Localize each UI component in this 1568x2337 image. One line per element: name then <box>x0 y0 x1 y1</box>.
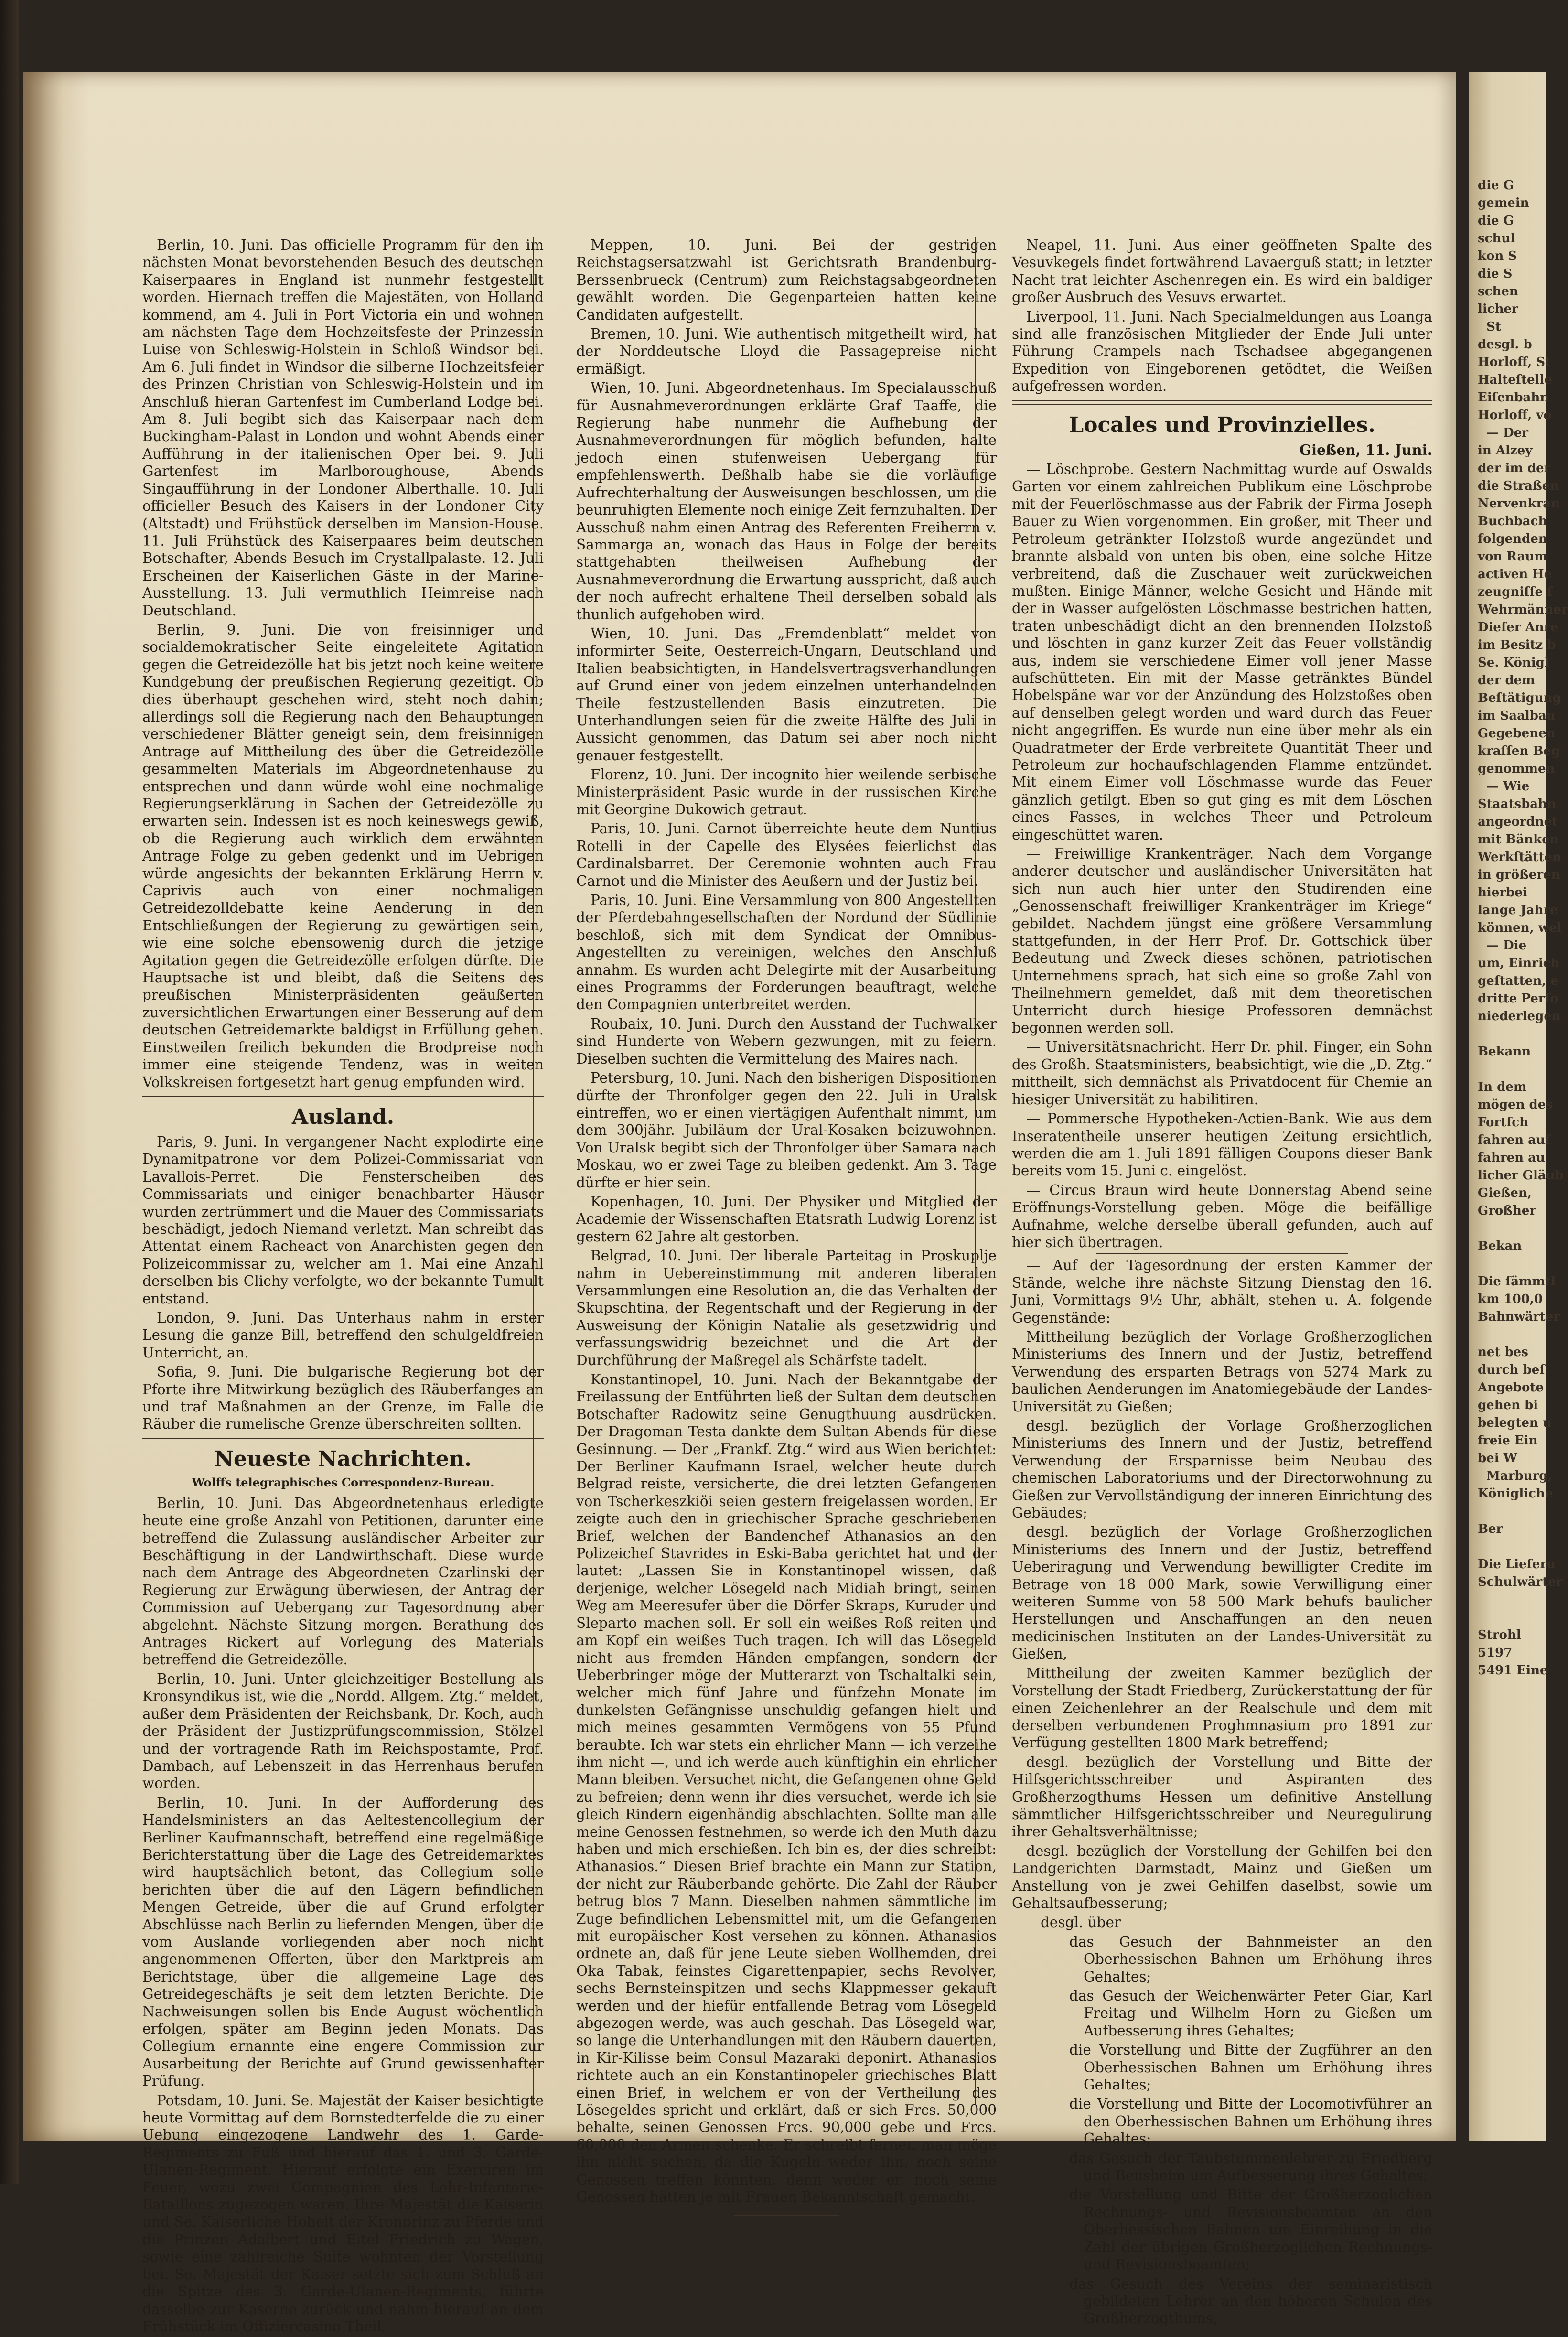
article: Belgrad, 10. Juni. Der liberale Parteitag in Proskuplje nahm in Uebereinstimmung mit anderen liberalen Versammlungen eine Resolution an, die das Verhalten der Skupschtina, der Regentschaft und der Regierung in der Ausweisung der Königin Natalie als gesetzwidrig und verfassungswidrig bezeichnet und die Art der Durchführung der Maßregel als Schärfste tadelt. <box>576 1248 997 1368</box>
agenda-subitem: das Gesuch der Bahnmeister an den Oberhessischen Bahnen um Erhöhung ihres Gehaltes; <box>1069 1933 1432 1985</box>
article: Kopenhagen, 10. Juni. Der Physiker und Mitglied der Academie der Wissenschaften Etatsrath Ludwig Lorenz ist gestern 62 Jahre alt gestorben. <box>576 1193 997 1245</box>
article: Roubaix, 10. Juni. Durch den Ausstand der Tuchwalker sind Hunderte von Webern gezwungen, mit zu feiern. Dieselben suchten die Vermittelung des Maires nach. <box>576 1015 997 1067</box>
article: Petersburg, 10. Juni. Nach den bisherigen Dispositionen dürfte der Thronfolger gegen den 22. Juli in Uralsk eintreffen, wo er einen viertägigen Aufenthalt nimmt, um dem 300jähr. Jubiläum der Ural-Kosaken beizuwohnen. Von Uralsk begibt sich der Thronfolger über Samara nach Moskau, wo er zwei Tage zu bleiben gedenkt. Am 3. Tage dürfte er hier sein. <box>576 1070 997 1191</box>
agenda-item: desgl. bezüglich der Vorstellung der Gehilfen bei den Landgerichten Darmstadt, Mainz und Gießen um Anstellung von je zwei Gehilfen daselbst, sowie um Gehaltsaufbesserung; <box>1012 1842 1432 1911</box>
article: Wien, 10. Juni. Das „Fremdenblatt“ meldet von informirter Seite, Oesterreich-Ungarn, Deutschland und Italien beabsichtigten, in Handelsvertragsverhandlungen auf Grund einer von jedem einzelnen unterhandelnden Theile festzustellenden Basis einzutreten. Die Unterhandlungen seien für die zweite Hälfte des Juli in Aussicht genommen, das Datum sei aber noch nicht genauer festgestellt. <box>576 625 997 764</box>
article: — Universitätsnachricht. Herr Dr. phil. Finger, ein Sohn des Großh. Staatsministers, beabsichtigt, wie die „D. Ztg.“ mittheilt, sich demnächst als Privatdocent für Chemie an hiesiger Universität zu habilitiren. <box>1012 1039 1432 1108</box>
section-rule <box>142 1096 544 1097</box>
article: Florenz, 10. Juni. Der incognito hier weilende serbische Ministerpräsident Pasic wurde in der russischen Kirche mit Georgine Dukowich getraut. <box>576 766 997 818</box>
section-rule <box>1012 400 1432 401</box>
section-heading: Neueste Nachrichten. <box>214 1446 472 1471</box>
section-rule <box>1096 1253 1348 1254</box>
agenda-item: Mittheilung der zweiten Kammer bezüglich der Vorstellung der Stadt Friedberg, Zurückerstattung der für einen Zeichenlehrer an der Realschule und dem mit derselben verbundenen Proghmnasium pro 1891 zur Verfügung gestellten 1800 Mark betreffend; <box>1012 1665 1432 1751</box>
agenda-subitem: die Vorstellung und Bitte der Großherzoglichen Rechnungs- und Revisionsbeamten an den Oberhessischen Bahnen um Einreihung in die Zahl der übrigen Großherzoglichen Rechnungs- und Revisionsbeamten; <box>1069 2186 1432 2273</box>
article: Potsdam, 10. Juni. Se. Majestät der Kaiser besichtigte heute Vormittag auf dem Bornstedterfelde die zu einer Uebung eingezogene Landwehr des 1. Garde-Regiments zu Fuß und hierauf das 1. und 3. Garde-Ulanen-Regiment. Hierauf erfolgte ein Exerciren im Feuer, wozu zwei Compagnien des Lehr-Infanterie-Bataillons zugezogen waren. Ihre Majestät die Kaiserin und Se. Kaiserliche Hoheit der Kronprinz zu Pferde und die Prinzen Adalbert und Eitel Friedrich zu Wagen, sowie eine zahlreiche Suite wohnten der Vorstellung bei. Se. Majestät der Kaiser setzte sich zum Schluß an die Spitze des 3. Garde-Ulanen-Regiments, führte dasselbe zur Kaserne zurück und nahm hierauf an dem Frühstück im Offiziercasino Theil. <box>142 2092 544 2335</box>
agenda-subitem: die Vorstellung und Bitte der Zugführer an den Oberhessischen Bahnen um Erhöhung ihres Gehaltes; <box>1069 2042 1432 2093</box>
book-spine <box>0 0 19 2184</box>
article: — Löschprobe. Gestern Nachmittag wurde auf Oswalds Garten vor einem zahlreichen Publikum eine Löschprobe mit der Feuerlöschmasse aus der Fabrik der Firma Joseph Bauer zu Wien vorgenommen. Ein großer, mit Theer und Petroleum getränkter Holzstoß wurde angezündet und brannte alsbald von unten bis oben, eine solche Hitze verbreitend, daß die Zuschauer weit zurückweichen mußten. Einige Männer, welche Gesicht und Hände mit der in Wasser aufgelösten Löschmasse bestrichen hatten, traten unbeschädigt dicht an den brennenden Holzstoß und löschten in ganz kurzer Zeit das Feuer vollständig aus, indem sie verschiedene Eimer voll jener Masse aufschütteten. Ein mit der Masse getränktes Bündel Hobelspäne war vor der Anzündung des Holzstoßes oben auf denselben gelegt worden und ward durch das Feuer nicht angegriffen. Es wurde nun eine über mehr als ein Quadratmeter der Erde verbreitete Quantität Theer und Petroleum zur hochaufschlagenden Flamme entzündet. Mit einem Eimer voll Löschmasse wurde das Feuer gänzlich getilgt. Eben so gut ging es mit dem Löschen eines Fasses, in welches Theer und Petroleum eingeschüttet waren. <box>1012 461 1432 843</box>
article: Meppen, 10. Juni. Bei der gestrigen Reichstagsersatzwahl ist Gerichtsrath Brandenburg-Berssenbrueck (Centrum) zum Reichstagsabgeordneten gewählt worden. Die Gegenparteien hatten keine Candidaten aufgestellt. <box>576 237 997 323</box>
article: London, 9. Juni. Das Unterhaus nahm in erster Lesung die ganze Bill, betreffend den schulgeldfreien Unterricht, an. <box>142 1309 544 1361</box>
article: Wien, 10. Juni. Abgeordnetenhaus. Im Specialausschuß für Ausnahmeverordnungen erklärte Graf Taaffe, die Regierung habe nunmehr die Aufhebung der Ausnahmeverordnungen für möglich befunden, halte jedoch einen stufenweisen Uebergang für empfehlenswerth. Deßhalb habe sie die vorläufige Aufrechterhaltung der Ausweisungen beschlossen, um die beunruhigten Elemente noch einige Zeit fernzuhalten. Der Ausschuß nahm einen Antrag des Referenten Freiherrn v. Sammarga an, wonach das Haus in Folge der bereits stattgehabten theilweisen Aufhebung der Ausnahmeverordnung die Erwartung ausspricht, daß auch der noch aufrecht erhaltene Theil derselben sobald als thunlich aufgehoben wird. <box>576 380 997 623</box>
section-heading: Ausland. <box>291 1104 395 1129</box>
agenda-item: desgl. bezüglich der Vorstellung und Bitte der Hilfsgerichtsschreiber und Aspiranten des Großherzogthums Hessen um definitive Anstellung sämmtlicher Hilfsgerichtsschreiber und Neuregulirung ihrer Gehaltsverhältnisse; <box>1012 1754 1432 1840</box>
article: Berlin, 9. Juni. Die von freisinniger und socialdemokratischer Seite eingeleitete Agitation gegen die Getreidezölle hat bis jetzt noch keine weitere Kundgebung der preußischen Regierung gezeitigt. Ob dies überhaupt geschehen wird, steht noch dahin; allerdings soll die Regierung nach den Behauptungen verschiedener Blätter geneigt sein, dem freisinnigen Antrage auf Mittheilung des über die Getreidezölle gesammelten Materials im Abgeordnetenhause zu entsprechen und dann würde wohl eine nochmalige Regierungserklärung in Sachen der Getreidezölle zu erwarten sein. Indessen ist es noch keineswegs gewiß, ob die Regierung auch wirklich dem erwähnten Antrage Folge zu geben gedenkt und im Uebrigen würde angesichts der bekannten Erklärung Herrn v. Caprivis auch von einer nochmaligen Getreidezolldebatte keine Aenderung in den Entschließungen der Regierung zu gewärtigen sein, wie eine solche ebensowenig durch die jetzige Agitation gegen die Getreidezölle erfolgen dürfte. Die Hauptsache ist und bleibt, daß die Seitens des preußischen Ministerpräsidenten geäußerten zuversichtlichen Erwartungen einer Besserung auf dem deutschen Getreidemarkte baldigst in Erfüllung gehen. Einstweilen freilich bekunden die Brodpreise noch immer eine steigende Tendenz, was in weiten Volkskreisen fortgesetzt hart genug empfunden wird. <box>142 621 544 1090</box>
article: Berlin, 10. Juni. Unter gleichzeitiger Bestellung als Kronsyndikus ist, wie die „Nordd. Allgem. Ztg.“ meldet, außer dem Präsidenten der Reichsbank, Dr. Koch, auch der Präsident der Justizprüfungscommission, Stölzel und der vortragende Rath im Reichspostamte, Prof. Dambach, auf Lebenszeit in das Herrenhaus berufen worden. <box>142 1670 544 1792</box>
dateline: Gießen, 11. Juni. <box>1299 441 1432 458</box>
column-1 <box>142 237 544 2337</box>
article: Paris, 9. Juni. In vergangener Nacht explodirte eine Dynamitpatrone vor dem Polizei-Commissariat von Lavallois-Perret. Die Fensterscheiben des Commissariats und einiger benachbarter Häuser wurden zertrümmert und die Mauer des Commissariats beschädigt, jedoch Niemand verletzt. Man schreibt das Attentat einem Racheact von Anarchisten gegen den Polizeicommissar zu, welcher am 1. Mai eine Anzahl derselben bis Clichy verfolgte, wo der bekannte Tumult entstand. <box>142 1133 544 1307</box>
article: Sofia, 9. Juni. Die bulgarische Regierung bot der Pforte ihre Mitwirkung bezüglich des Räuberfanges an und traf Maßnahmen an der Grenze, im Falle die Räuber die rumelische Grenze überschreiten sollten. <box>142 1364 544 1432</box>
agenda-subitem: die Vorstellung und Bitte der Locomotivführer an den Oberhessischen Bahnen um Erhöhung ihres Gehaltes; <box>1069 2096 1432 2147</box>
article: Neapel, 11. Juni. Aus einer geöffneten Spalte des Vesuvkegels findet fortwährend Lavaerguß statt; in letzter Nacht trat leichter Aschenregen ein. Es wird ein baldiger großer Ausbruch des Vesuvs erwartet. <box>1012 237 1432 306</box>
article: Konstantinopel, 10. Juni. Nach der Bekanntgabe der Freilassung der Entführten ließ der Sultan dem deutschen Botschafter Radowitz seine Genugthuung ausdrücken. Der Dragoman Testa dankte dem Sultan Abends für diese Gesinnung. — Der „Frankf. Ztg.“ wird aus Wien berichtet: Der Berliner Kaufmann Israel, welcher heute durch Belgrad reiste, versicherte, die drei letzten Gefangenen von Tscherkeszkiöi seien gestern freigelassen worden. Er zeigte auch den in griechischer Sprache geschriebenen Brief, welchen der Bandenchef Athanasios an den Polizeichef Stavrides in Eski-Baba gerichtet hat und der lautet: „Lassen Sie in Konstantinopel wissen, daß derjenige, welcher Lösegeld nach Midiah bringt, seinen Weg am Meeresufer über die Dörfer Skraps, Kuruder und Sleparto machen soll. Er soll ein weißes Roß reiten und am Kopf ein weißes Tuch tragen. Ich will das Lösegeld nicht aus fremden Händen empfangen, sondern der Ueberbringer möge der Mutterarzt von Tschaltalki sein, welcher mich fünf Jahre und fünfzehn Monate im dunkelsten Gefängnisse unschuldig gefangen hielt und mich meines gesammten Vermögens von 55 Pfund beraubte. Ich war stets ein ehrlicher Mann — ich verzeihe ihm nicht —, und ich werde auch künftighin ein ehrlicher Mann bleiben. Versuchet nicht, die Gefangenen ohne Geld zu befreien; denn wenn ihr dies versuchet, werde ich sie gleich Rindern eigenhändig abschlachten. Sollte man alle meine Genossen festnehmen, so werde ich den Muth dazu haben und mich erschießen. Ich bin es, der dies schreibt: Athanasios.“ Diesen Brief brachte ein Mann zur Station, der nicht zur Räuberbande gehörte. Die Zahl der Räuber betrug blos 7 Mann. Dieselben nahmen sämmtliche im Zuge befindlichen Lebensmittel mit, um die Gefangenen mit europäischer Kost versehen zu können. Athanasios ordnete an, daß für jene Leute sieben Wollhemden, drei Oka Tabak, feinstes Cigarettenpapier, sechs Revolver, sechs Bernsteinspitzen und sechs Klappmesser gekauft werden und der hiefür entfallende Betrag vom Lösegeld abgezogen werde, was auch geschah. Das Lösegeld war, so lange die Unterhandlungen mit den Räubern dauerten, in Kir-Kilisse beim Consul Mazaraki deponirt. Athanasios richtete auch an ein Konstantinopeler griechisches Blatt einen Brief, in welchem er von der Vertheilung des Lösegeldes spricht und erklärt, daß er sich Frcs. 50,000 behalte, seinen Genossen Frcs. 90,000 gebe und Frcs. 60,000 den Armen schenke. Er schreibt ferner, man möge ihn nicht suchen, da die Kugeln weder ihn, noch seine Genossen treffen könnten, denn weder er, noch seine Genossen hätten je mit Frauen Bekanntschaft gemacht. <box>576 1371 997 2206</box>
agenda-item: desgl. bezüglich der Vorlage Großherzoglichen Ministeriums des Innern und der Justiz, betreffend Ueberiragung und Verwendung bewilligter Credite im Betrage von 18 000 Mark, sowie Verwilligung einer weiteren Summe von 58 500 Mark behufs baulicher Herstellungen und Anschaffungen an den neuen medicinischen Instituten an der Landes-Universität zu Gießen, <box>1012 1524 1432 1662</box>
article: Berlin, 10. Juni. Das officielle Programm für den im nächsten Monat bevorstehenden Besuch des deutschen Kaiserpaares in England ist nunmehr festgestellt worden. Hiernach treffen die Majestäten, von Holland kommend, am 4. Juli in Port Victoria ein und wohnen am nächsten Tage dem Hochzeitsfeste der Prinzessin Luise von Schleswig-Holstein in Schloß Windsor bei. Am 6. Juli findet in Windsor die silberne Hochzeitsfeier des Prinzen Christian von Schleswig-Holstein und im Anschluß hieran Gartenfest im Cumberland Lodge bei. Am 8. Juli begibt sich das Kaiserpaar nach dem Buckingham-Palast in London und wohnt Abends einer Aufführung in der italienischen Oper bei. 9. Juli Gartenfest im Marlboroughouse, Abends Singaufführung in der Londoner Alberthalle. 10. Juli officieller Besuch des Kaisers in der Londoner City (Altstadt) und Frühstück derselben im Mansion-House. 11. Juli Frühstück des Kaiserpaares beim deutschen Botschafter, Abends Besuch im Crystallpalaste. 12. Juli Erscheinen der Kaiserlichen Gäste in der Marine-Ausstellung. 13. Juli vermuthlich Heimreise nach Deutschland. <box>142 237 544 619</box>
article: Liverpool, 11. Juni. Nach Specialmeldungen aus Loanga sind alle französischen Mitglieder der Ende Juli unter Führung Crampels nach Tschadsee abgegangenen Expedition von Eingeborenen getödtet, die Weißen aufgefressen worden. <box>1012 308 1432 395</box>
article: Paris, 10. Juni. Eine Versammlung von 800 Angestellten der Pferdebahngesellschaften der Nordund der Südlinie beschloß, sich mit dem Syndicat der Omnibus-Angestellten zu vereinigen, welches den Anschluß annahm. Es wurden acht Delegirte mit der Ausarbeitung eines Programms der Forderungen beauftragt, welche den Compagnien unterbreitet werden. <box>576 892 997 1013</box>
column-2 <box>576 237 997 2216</box>
agenda-subitem: das Gesuch der Weichenwärter Peter Giar, Karl Freitag und Wilhelm Horn zu Gießen um Aufbesserung ihres Gehaltes; <box>1069 1988 1432 2039</box>
article: Paris, 10. Juni. Carnot überreichte heute dem Nuntius Rotelli in der Capelle des Elysées feierlichst das Cardinalsbarret. Der Ceremonie wohnten auch Frau Carnot und die Minister des Aeußern und der Justiz bei. <box>576 820 997 889</box>
end-rule <box>734 2215 839 2216</box>
section-rule <box>1012 404 1432 405</box>
section-rule <box>142 1438 544 1439</box>
article: Berlin, 10. Juni. In der Aufforderung des Handelsministers an das Aeltestencollegium der Berliner Kaufmannschaft, betreffend eine regelmäßige Berichterstattung über die Lage des Getreidemarktes wird hauptsächlich betont, das Collegium solle berichten über die auf den Lägern befindlichen Mengen Getreide, über die auf Grund erfolgter Abschlüsse nach Berlin zu liefernden Mengen, über die vom Auslande vorliegenden aber noch nicht angenommenen Offerten, über den Marktpreis am Berichtstage, über die allgemeine Lage des Getreidegeschäfts je seit dem letzten Berichte. Die Nachweisungen sollen bis Ende August wöchentlich erfolgen, später am Beginn jeden Monats. Das Collegium ernannte eine engere Commission zur Ausarbeitung der Berichte auf Grund gewissenhafter Prüfung. <box>142 1794 544 2089</box>
agenda-subitem: das Gesuch des Vereins der seminaristisch gebildeten Lehrer an den höheren Schulen des Großherzogthums, <box>1069 2275 1432 2327</box>
newspaper-page <box>23 72 1456 2335</box>
section-heading: Locales und Provinzielles. <box>1069 412 1375 437</box>
column-3 <box>1012 237 1432 2329</box>
article: — Auf der Tagesordnung der ersten Kammer der Stände, welche ihre nächste Sitzung Dienstag den 16. Juni, Vormittags 9½ Uhr, abhält, stehen u. A. folgende Gegenstände: <box>1012 1257 1432 1326</box>
agenda-subitem: das Gesuch der Taubstummenlehrer zu Friedberg und Bensheim um Aufbesserung ihres Gehaltes; <box>1069 2150 1432 2184</box>
adjacent-page-edge <box>1469 72 1568 2141</box>
adjacent-page-text: die G gemein die G schul kon S die S schen licher St desgl. b Horloff, St Halteſtelle Eiſenbahn Horloff, vo — Der in Alzey der im der die Straßen Nervenkran Buchbach folgenden von Raum activen He zeugniſſe f Wehrmänner Dieſer Anre im Besitz b Se. Königl der dem Beſtätigung im Saalbau Gegebenen kraſſen Beg genommen — Wie Staatsbahn angeordnet mit Bänken Werkſtätten in größeren hierbei lange Jahre können, wel — Die um, Einrich geſtatten, e dritte Perſo niederlegen Bekann In dem mögen des Fortſch fahren auf fahren au licher Gläub Gießen, Großher Bekan Die ſämmtl km 100,0 Bahnwärter net bes durch beſ Angebote gehen bi belegten u freie Ein bei W Marburg, Königliche Ber Die Lieferu Schulwärter Strohl 5197 5491 Eine <box>1478 178 1568 1678</box>
article: — Pommersche Hypotheken-Actien-Bank. Wie aus dem Inseratentheile unserer heutigen Zeitung ersichtlich, werden die am 1. Juli 1891 fälligen Coupons dieser Bank bereits vom 15. Juni c. eingelöst. <box>1012 1110 1432 1179</box>
article: Bremen, 10. Juni. Wie authentisch mitgetheilt wird, hat der Norddeutsche Lloyd die Passagepreise nicht ermäßigt. <box>576 326 997 377</box>
article: — Circus Braun wird heute Donnerstag Abend seine Eröffnungs-Vorstellung geben. Möge die beifällige Aufnahme, welche derselbe überall gefunden, auch auf hier sich übertragen. <box>1012 1182 1432 1250</box>
article: — Freiwillige Krankenträger. Nach dem Vorgange anderer deutscher und ausländischer Universitäten hat sich nun auch hier unter den Studirenden eine „Genossenschaft freiwilliger Krankenträger im Kriege“ gebildet. Nachdem jüngst eine größere Versammlung stattgefunden, in der Herr Prof. Dr. Gottschick über Bedeutung und Zweck dieses schönen, patriotischen Unternehmens sprach, hat sich eine so große Zahl von Theilnehmern gemeldet, daß mit dem theoretischen Unterricht durch hiesige Professoren demnächst begonnen werden soll. <box>1012 846 1432 1036</box>
agenda-item: desgl. bezüglich der Vorlage Großherzoglichen Ministeriums des Innern und der Justiz, betreffend Verwendung der Ersparnisse beim Neubau des chemischen Laboratoriums und der Directorwohnung zu Gießen zur Vervollständigung der inneren Einrichtung des Gebäudes; <box>1012 1418 1432 1521</box>
section-subheading: Wolffs telegraphisches Correspondenz-Bureau. <box>192 1475 494 1489</box>
agenda-item: desgl. über <box>1041 1914 1121 1931</box>
article: Berlin, 10. Juni. Das Abgeordnetenhaus erledigte heute eine große Anzahl von Petitionen, darunter eine betreffend die Zulassung ausländischer Arbeiter zur Beschäftigung in der Landwirthschaft. Diese wurde nach dem Antrage des Abgeordneten Czarlinski der Regierung zur Erwägung überwiesen, der Antrag der Commission auf Uebergang zur Tagesordnung aber abgelehnt. Nächste Sitzung morgen. Berathung des Antrages Rickert auf Vorlegung des Materials betreffend die Getreidezölle. <box>142 1495 544 1668</box>
agenda-item: Mittheilung bezüglich der Vorlage Großherzoglichen Ministeriums des Innern und der Justiz, betreffend Verwendung des ersparten Betrags von 5274 Mark zu baulichen Aenderungen im Anatomiegebäude der Landes-Universität zu Gießen; <box>1012 1328 1432 1415</box>
